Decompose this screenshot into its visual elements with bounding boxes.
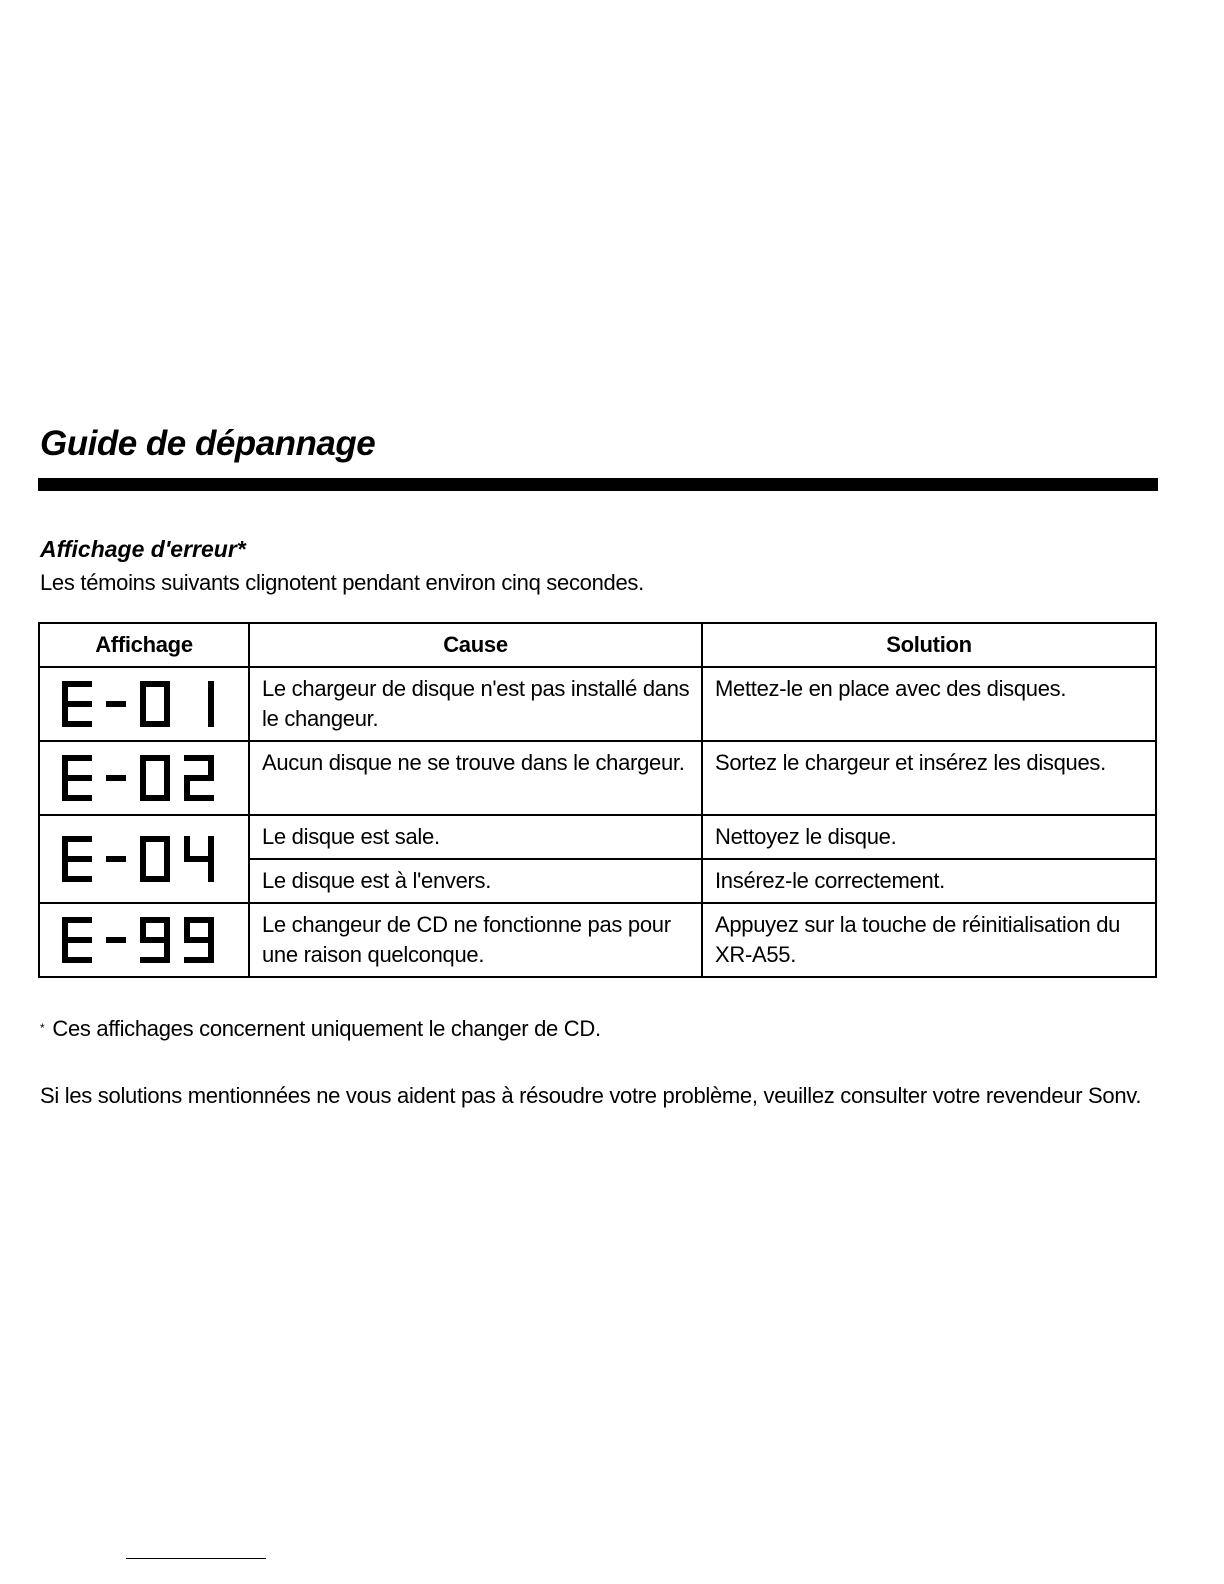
intro-text: Les témoins suivants clignotent pendant environ cinq secondes. — [40, 570, 644, 595]
closing-paragraph: Si les solutions mentionnées ne vous aident pas à résoudre votre problème, veuillez consulter votre revendeur Sonv. — [40, 1083, 1142, 1108]
table-row — [39, 667, 1156, 741]
cause-cell: Le disque est sale. — [249, 815, 702, 859]
lcd-segment — [62, 795, 92, 801]
lcd-segment — [106, 701, 126, 707]
table-row — [39, 815, 1156, 859]
section-heading: Affichage d'erreur* — [40, 536, 246, 562]
lcd-segment — [106, 856, 126, 862]
lcd-segment — [62, 681, 68, 704]
solution-cell: Nettoyez le disque. — [702, 815, 1156, 859]
lcd-char — [184, 836, 214, 882]
lcd-segment — [208, 755, 214, 778]
header-solution: Solution — [702, 623, 1156, 667]
title-rule — [38, 478, 1158, 491]
lcd-segment — [208, 859, 214, 882]
bottom-rule — [126, 1558, 266, 1559]
error-display-e04 — [39, 815, 249, 903]
lcd-segment — [140, 957, 170, 963]
cause-cell: Le disque est à l'envers. — [249, 859, 702, 903]
lcd-segment — [62, 957, 92, 963]
lcd-segment — [184, 795, 214, 801]
error-display-e02 — [39, 741, 249, 815]
lcd-segment — [140, 778, 146, 801]
solution-cell: Mettez-le en place avec des disques. — [702, 667, 1156, 741]
lcd-char — [62, 755, 92, 801]
lcd-segment — [164, 755, 170, 778]
lcd-char — [106, 701, 126, 707]
lcd-segment — [140, 917, 146, 940]
lcd-char — [106, 856, 126, 862]
lcd-segment — [184, 836, 190, 859]
lcd-segment — [62, 836, 68, 859]
solution-cell: Insérez-le correctement. — [702, 859, 1156, 903]
footnote-mark: * — [40, 1021, 45, 1036]
lcd-char — [106, 937, 126, 943]
lcd-segment — [184, 937, 214, 943]
footnote — [40, 1016, 601, 1042]
cause-cell: Aucun disque ne se trouve dans le chargeur. — [249, 741, 702, 815]
lcd-segment — [106, 937, 126, 943]
header-cause: Cause — [249, 623, 702, 667]
lcd-segment — [140, 704, 146, 727]
lcd-segment — [140, 836, 146, 859]
lcd-char — [140, 836, 170, 882]
lcd-segment — [208, 917, 214, 940]
lcd-char — [140, 755, 170, 801]
lcd-char — [140, 917, 170, 963]
lcd-char — [184, 755, 214, 801]
lcd-char — [106, 775, 126, 781]
cause-cell: Le chargeur de disque n'est pas installé dans le changeur. — [249, 667, 702, 741]
error-display-e01 — [39, 667, 249, 741]
table-header-row — [39, 623, 1156, 667]
lcd-segment — [62, 876, 92, 882]
lcd-segment — [208, 836, 214, 859]
lcd-char — [140, 681, 170, 727]
lcd-char — [62, 681, 92, 727]
lcd-segment — [62, 755, 68, 778]
lcd-segment — [106, 775, 126, 781]
lcd-char — [184, 917, 214, 963]
lcd-char — [62, 917, 92, 963]
lcd-code-e-01 — [40, 674, 240, 734]
lcd-segment — [184, 917, 190, 940]
lcd-char — [208, 681, 214, 727]
header-display: Affichage — [39, 623, 249, 667]
lcd-code-e-04 — [40, 829, 240, 889]
solution-cell: Appuyez sur la touche de réinitialisation du XR-A55. — [702, 903, 1156, 977]
footnote-text: Ces affichages concernent uniquement le changer de CD. — [52, 1016, 601, 1041]
lcd-char — [62, 836, 92, 882]
cause-cell: Le changeur de CD ne fonctionne pas pour une raison quelconque. — [249, 903, 702, 977]
page-title: Guide de dépannage — [40, 424, 376, 463]
lcd-code-e-02 — [40, 748, 240, 808]
table-row — [39, 903, 1156, 977]
lcd-segment — [164, 836, 170, 859]
lcd-segment — [164, 681, 170, 704]
lcd-segment — [140, 859, 146, 882]
lcd-segment — [164, 917, 170, 940]
solution-cell: Sortez le chargeur et insérez les disques. — [702, 741, 1156, 815]
lcd-segment — [140, 937, 170, 943]
error-table — [38, 622, 1157, 978]
lcd-segment — [140, 681, 146, 704]
lcd-segment — [208, 704, 214, 727]
lcd-segment — [62, 917, 68, 940]
lcd-code-e-99 — [40, 910, 240, 970]
lcd-segment — [184, 957, 214, 963]
lcd-segment — [208, 681, 214, 704]
error-display-e99 — [39, 903, 249, 977]
lcd-segment — [62, 721, 92, 727]
lcd-segment — [140, 755, 146, 778]
table-row — [39, 741, 1156, 815]
